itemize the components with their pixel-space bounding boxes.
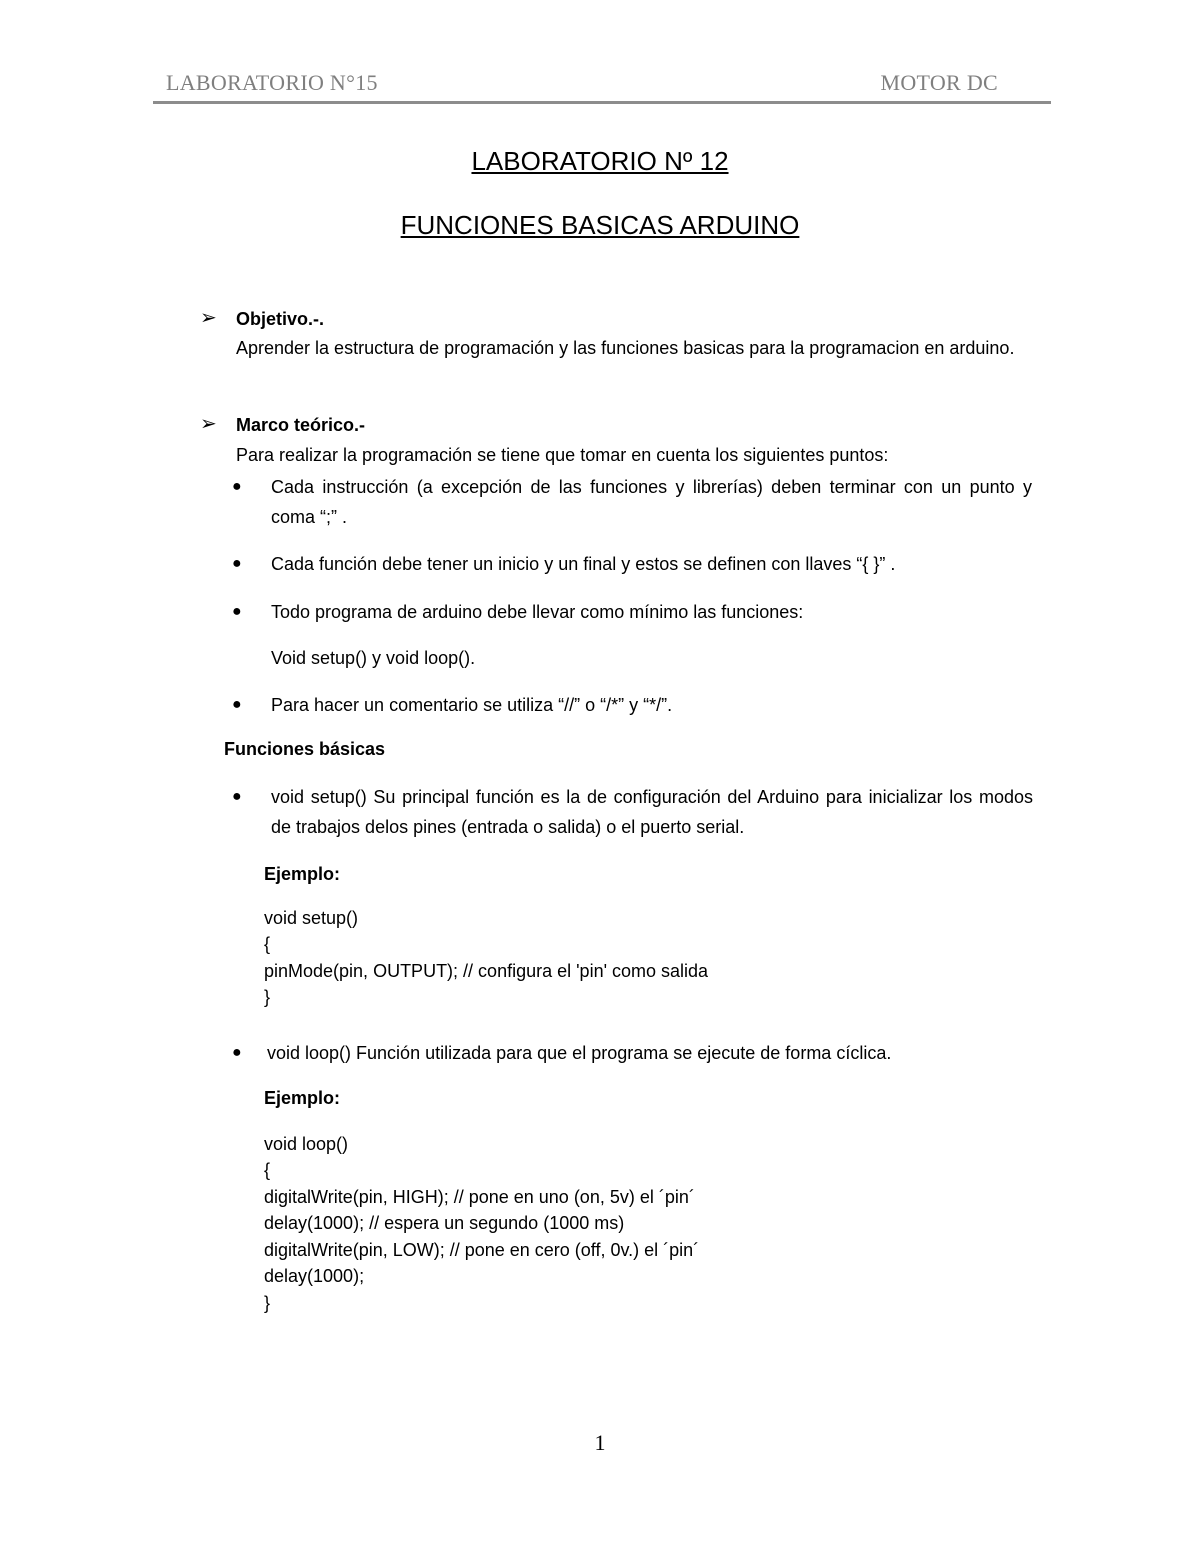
marco-bullet-3-functions: Void setup() y void loop(). — [271, 648, 476, 668]
document-subtitle: FUNCIONES BASICAS ARDUINO — [400, 210, 800, 240]
marco-heading: Marco teórico.- — [236, 415, 366, 435]
setup-code-line-4: } — [264, 987, 271, 1007]
setup-code-line-3: pinMode(pin, OUTPUT); // configura el 'pin' como salida — [264, 961, 709, 981]
marco-bullet-2: Cada función debe tener un inicio y un final y estos se definen con llaves “{ }” . — [271, 554, 896, 574]
loop-code-line-1: void loop() — [264, 1134, 349, 1154]
bullet-icon: ● — [232, 478, 242, 495]
loop-code-line-6: delay(1000); — [264, 1266, 365, 1286]
setup-example-label: Ejemplo: — [264, 864, 341, 884]
setup-description: void setup() Su principal función es la de configuración del Arduino para inicializar los modos de trabajos delos pines (entrada o salida) o el puerto serial. — [271, 787, 1033, 837]
bullet-icon: ● — [232, 696, 242, 713]
funciones-heading: Funciones básicas — [224, 739, 386, 759]
setup-code-line-1: void setup() — [264, 908, 359, 928]
loop-code-line-3: digitalWrite(pin, HIGH); // pone en uno (on, 5v) el ´pin´ — [264, 1187, 695, 1207]
marco-bullet-3: Todo programa de arduino debe llevar como mínimo las funciones: — [271, 602, 804, 622]
bullet-icon: ● — [232, 603, 242, 620]
loop-code-line-4: delay(1000); // espera un segundo (1000 ms) — [264, 1213, 625, 1233]
marco-bullet-4: Para hacer un comentario se utiliza “//” o “/*” y “*/”. — [271, 695, 673, 715]
page-number: 1 — [594, 1430, 606, 1455]
loop-description: void loop() Función utilizada para que el programa se ejecute de forma cíclica. — [267, 1043, 892, 1063]
loop-code-line-2: { — [264, 1160, 271, 1180]
bullet-icon: ● — [232, 1044, 242, 1061]
header-divider — [153, 101, 1051, 104]
setup-code-line-2: { — [264, 934, 271, 954]
bullet-icon: ● — [232, 788, 242, 805]
arrow-bullet-icon: ➢ — [200, 413, 217, 435]
marco-intro: Para realizar la programación se tiene que tomar en cuenta los siguientes puntos: — [236, 445, 889, 465]
marco-bullet-1: Cada instrucción (a excepción de las funciones y librerías) deben terminar con un punto y coma “;” . — [271, 477, 1032, 527]
document-title: LABORATORIO Nº 12 — [471, 146, 729, 176]
arrow-bullet-icon: ➢ — [200, 307, 217, 329]
bullet-icon: ● — [232, 555, 242, 572]
objetivo-heading: Objetivo.-. — [236, 309, 325, 329]
loop-example-label: Ejemplo: — [264, 1088, 341, 1108]
header-right-text: MOTOR DC — [880, 70, 998, 95]
header-left-text: LABORATORIO N°15 — [166, 70, 378, 95]
loop-code-line-7: } — [264, 1293, 271, 1313]
loop-code-line-5: digitalWrite(pin, LOW); // pone en cero (off, 0v.) el ´pin´ — [264, 1240, 700, 1260]
objetivo-text: Aprender la estructura de programación y las funciones basicas para la programacion en arduino. — [236, 338, 1015, 358]
